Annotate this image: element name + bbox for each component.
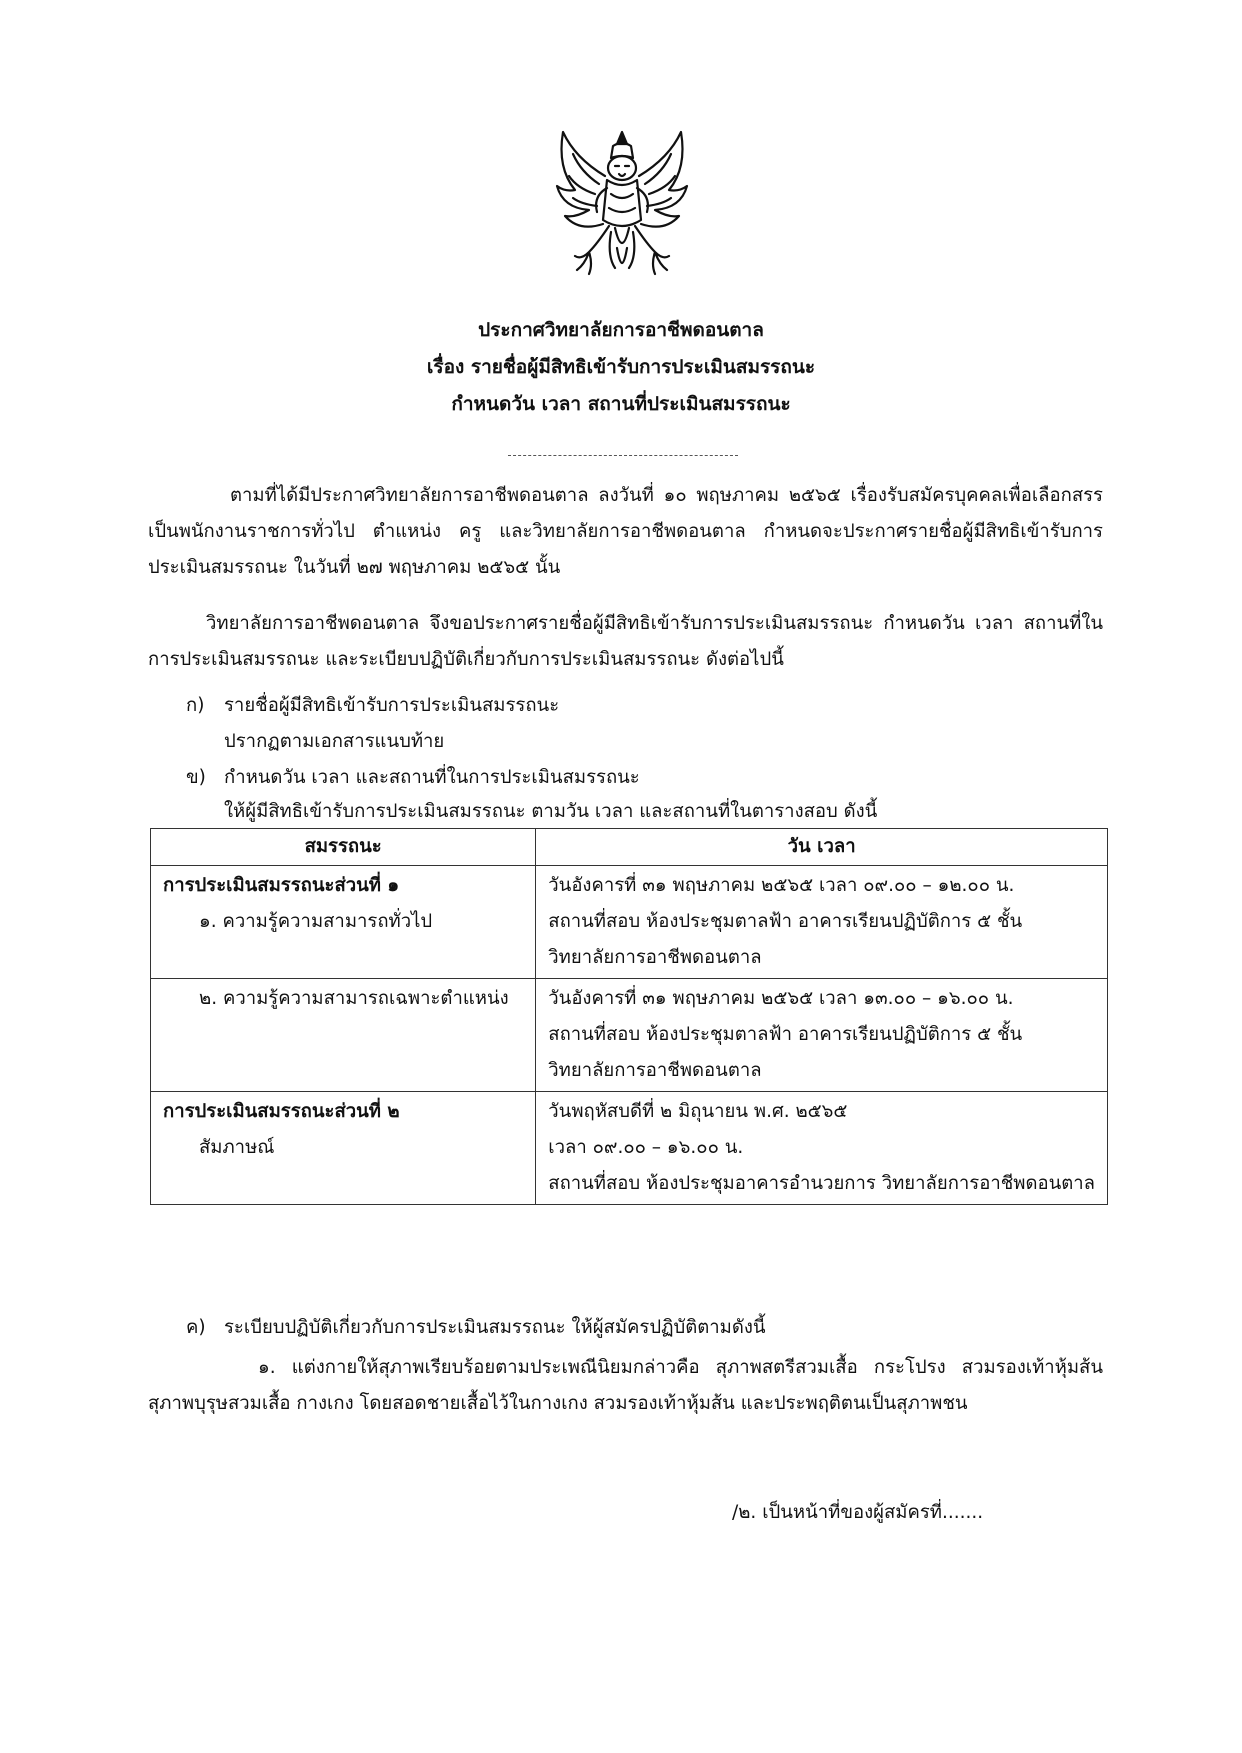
announcement-title [0,312,1242,423]
part2-title: การประเมินสมรรถนะส่วนที่ ๒ [163,1101,400,1122]
exam-schedule-table [150,828,1108,1205]
item-a-marker: ก) [186,695,205,716]
part1-item1-date: วันอังคารที่ ๓๑ พฤษภาคม ๒๕๖๕ เวลา ๐๙.๐๐ – ๑๒.๐๐ น. [548,875,1015,896]
part1-item1-college: วิทยาลัยการอาชีพดอนตาล [548,947,762,968]
dress-code-rule: ๑. แต่งกายให้สุภาพเรียบร้อยตามประเพณีนิยมกล่าวคือ สุภาพสตรีสวมเสื้อ กระโปรง สวมรองเท้าหุ้มส้น สุภาพบุรุษสวมเสื้อ กางเกง โดยสอดชายเสื้อไว้ในกางเกง สวมรองเท้าหุ้มส้น และประพฤติตนเป็นสุภาพชน [148,1357,1103,1414]
item-c-marker: ค) [186,1317,206,1338]
intro-paragraph: ตามที่ได้มีประกาศวิทยาลัยการอาชีพดอนตาล ลงวันที่ ๑๐ พฤษภาคม ๒๕๖๕ เรื่องรับสมัครบุคคลเพื่อเลือกสรรเป็นพนักงานราชการทั่วไป ตำแหน่ง ครู และวิทยาลัยการอาชีพดอนตาล กำหนดจะประกาศรายชื่อผู้มีสิทธิเข้ารับการประเมินสมรรถนะ ในวันที่ ๒๗ พฤษภาคม ๒๕๖๕ นั้น [148,485,1103,578]
item-a [186,688,559,724]
item-c-text: ระเบียบปฏิบัติเกี่ยวกับการประเมินสมรรถนะ ให้ผู้สมัครปฏิบัติตามดังนี้ [224,1317,766,1338]
item-b-detail: ให้ผู้มีสิทธิเข้ารับการประเมินสมรรถนะ ตามวัน เวลา และสถานที่ในตารางสอบ ดังนี้ [224,801,878,822]
table-header-row [151,829,1108,866]
part1-item2-college: วิทยาลัยการอาชีพดอนตาล [548,1060,762,1081]
item-b-text: กำหนดวัน เวลา และสถานที่ในการประเมินสมรรถนะ [224,767,640,788]
table-row [151,979,1108,1092]
part1-title: การประเมินสมรรถนะส่วนที่ ๑ [163,875,400,896]
part1-item2: ๒. ความรู้ความสามารถเฉพาะตำแหน่ง [199,988,509,1009]
part2-item: สัมภาษณ์ [199,1137,275,1158]
part1-item2-date: วันอังคารที่ ๓๑ พฤษภาคม ๒๕๖๕ เวลา ๑๓.๐๐ – ๑๖.๐๐ น. [548,988,1014,1009]
next-page-note: /๒. เป็นหน้าที่ของผู้สมัครที่....... [732,1502,984,1523]
table-row [151,1092,1108,1205]
item-b-marker: ข) [186,767,206,788]
item-c [186,1310,766,1346]
garuda-emblem-icon [545,128,700,288]
part1-item1: ๑. ความรู้ความสามารถทั่วไป [199,911,433,932]
title-line-3: กำหนดวัน เวลา สถานที่ประเมินสมรรถนะ [451,393,791,415]
announcement-paragraph: วิทยาลัยการอาชีพดอนตาล จึงขอประกาศรายชื่อผู้มีสิทธิเข้ารับการประเมินสมรรถนะ กำหนดวัน เวลา สถานที่ในการประเมินสมรรถนะ และระเบียบปฏิบัติเกี่ยวกับการประเมินสมรรถนะ ดังต่อไปนี้ [148,613,1103,670]
title-line-1: ประกาศวิทยาลัยการอาชีพดอนตาล [478,319,764,341]
part1-item2-venue: สถานที่สอบ ห้องประชุมตาลฟ้า อาคารเรียนปฏิบัติการ ๕ ชั้น [548,1024,1023,1045]
item-a-text: รายชื่อผู้มีสิทธิเข้ารับการประเมินสมรรถนะ [224,695,560,716]
item-a-detail: ปรากฏตามเอกสารแนบท้าย [224,731,445,752]
item-b [186,760,640,796]
part1-item1-venue: สถานที่สอบ ห้องประชุมตาลฟ้า อาคารเรียนปฏิบัติการ ๕ ชั้น [548,911,1023,932]
table-row [151,866,1108,979]
part2-time: เวลา ๐๙.๐๐ – ๑๖.๐๐ น. [548,1137,744,1158]
part2-venue: สถานที่สอบ ห้องประชุมอาคารอำนวยการ วิทยาลัยการอาชีพดอนตาล [548,1173,1095,1194]
part2-date: วันพฤหัสบดีที่ ๒ มิถุนายน พ.ศ. ๒๕๖๕ [548,1101,848,1122]
title-line-2: เรื่อง รายชื่อผู้มีสิทธิเข้ารับการประเมินสมรรถนะ [426,356,816,378]
header-datetime: วัน เวลา [536,829,1108,866]
header-competency: สมรรถนะ [151,829,536,866]
title-divider [508,455,738,456]
